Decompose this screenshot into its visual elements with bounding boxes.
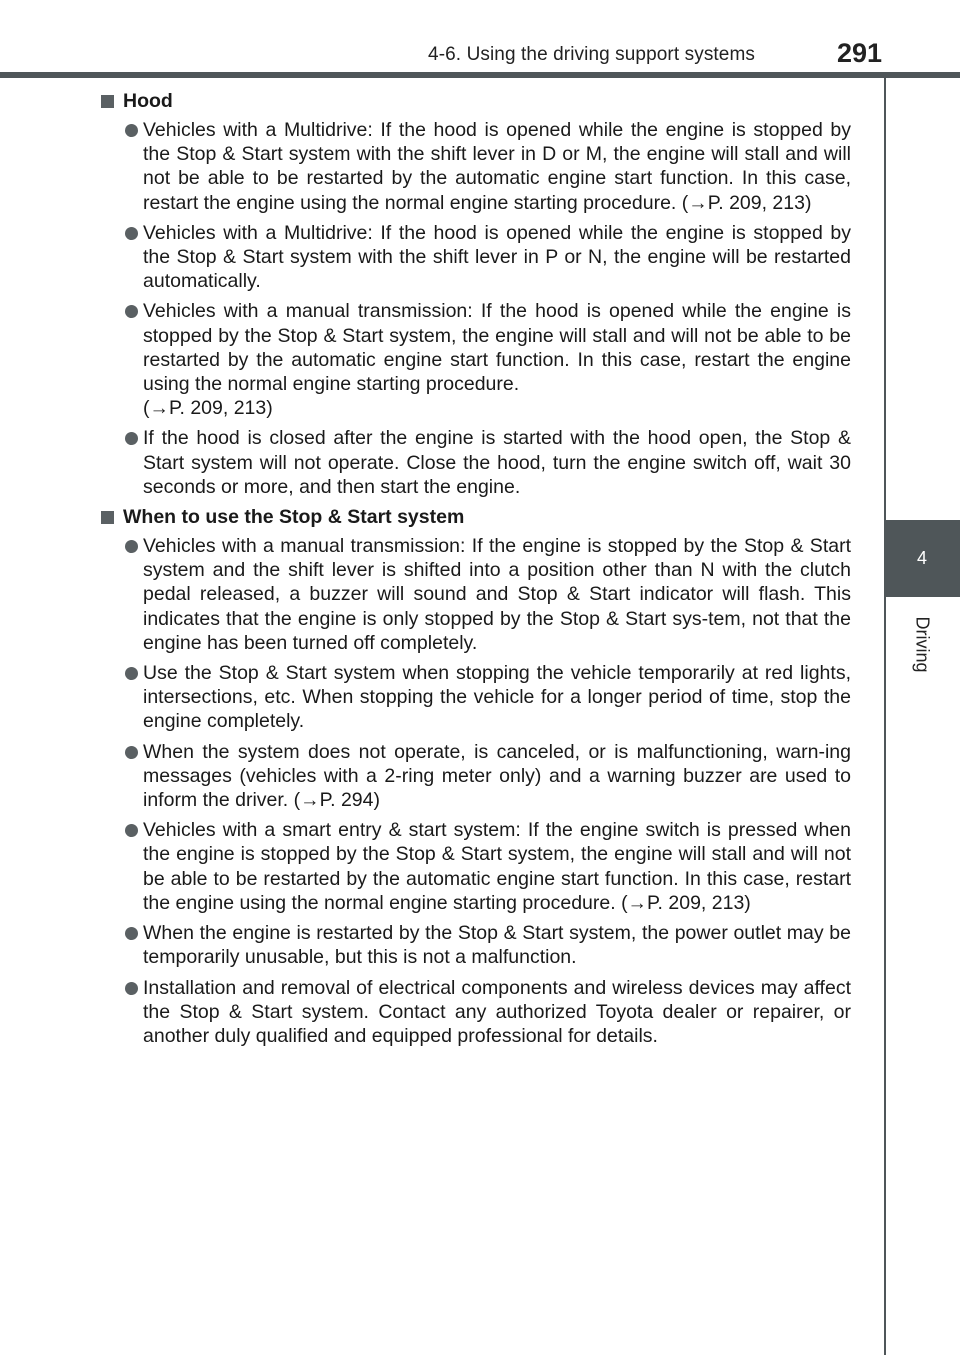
- circle-bullet-icon: [125, 124, 138, 137]
- list-item: [103, 661, 851, 734]
- list-item: [103, 118, 851, 215]
- circle-bullet-icon: [125, 540, 138, 553]
- page-content: [103, 89, 851, 1054]
- circle-bullet-icon: [125, 824, 138, 837]
- header-section-title: 4-6. Using the driving support systems: [428, 44, 755, 65]
- circle-bullet-icon: [125, 227, 138, 240]
- page-header: [0, 0, 960, 78]
- list-item-text: Vehicles with a manual transmission: If the hood is opened while the engine is stopped by the Stop & Start system, the engine will stall and will not be able to be restarted by the automatic engine start function. In this case, restart the engine using the normal engine starting procedure. (→P. 209, 213): [143, 300, 851, 420]
- list-item-text: Vehicles with a smart entry & start system: If the engine switch is pressed when the engine is stopped by the Stop & Start system, the engine will stall and will not be able to be restarted by the automatic engine start function. In this case, restart the engine using the normal engine starting procedure. (→P. 209, 213): [143, 819, 851, 914]
- list-item: [103, 976, 851, 1049]
- list-item: [103, 221, 851, 294]
- circle-bullet-icon: [125, 982, 138, 995]
- list-item-text: When the engine is restarted by the Stop & Start system, the power outlet may be temporarily unusable, but this is not a malfunction.: [143, 922, 851, 969]
- section-hood: [103, 89, 851, 499]
- section-title: [101, 505, 851, 529]
- list-item: [103, 921, 851, 969]
- circle-bullet-icon: [125, 432, 138, 445]
- header-rule: [0, 72, 960, 78]
- list-item-text: If the hood is closed after the engine is started with the hood open, the Stop & Start system will not operate. Close the hood, turn the engine switch off, wait 30 seconds or more, and then start the engine.: [143, 427, 851, 498]
- side-margin-rule: [884, 78, 960, 1355]
- list-item-text: Installation and removal of electrical components and wireless devices may affect the Stop & Start system. Contact any authorized Toyota dealer or repairer, or another duly qualified and equipped professional for details.: [143, 976, 851, 1047]
- list-item: [103, 426, 851, 499]
- circle-bullet-icon: [125, 746, 138, 759]
- square-bullet-icon: [101, 95, 114, 108]
- section-title: [101, 89, 851, 113]
- chapter-number: 4: [916, 548, 927, 568]
- list-item-text: Use the Stop & Start system when stopping the vehicle temporarily at red lights, intersections, etc. When stopping the vehicle for a longer period of time, stop the engine completely.: [143, 662, 851, 733]
- circle-bullet-icon: [125, 927, 138, 940]
- list-item-text: Vehicles with a manual transmission: If the engine is stopped by the Stop & Start system and the shift lever is shifted into a position other than N with the clutch pedal released, a buzzer will sound and Stop & Start indicator will flash. This indicates that the engine is only stopped by the Stop & Start sys-tem, not that the engine has been turned off completely.: [143, 535, 851, 654]
- list-item: [103, 299, 851, 420]
- list-item: [103, 534, 851, 655]
- section-title-text: Hood: [123, 90, 173, 112]
- section-title-text: When to use the Stop & Start system: [123, 506, 465, 529]
- list-item: [103, 818, 851, 915]
- list-item-text: Vehicles with a Multidrive: If the hood is opened while the engine is stopped by the Stop & Start system with the shift lever in P or N, the engine will be restarted automatically.: [143, 221, 851, 293]
- square-bullet-icon: [101, 511, 114, 524]
- chapter-label-container: [900, 604, 944, 684]
- chapter-tab: [884, 520, 960, 597]
- list-item: [103, 740, 851, 813]
- page-number: 291: [836, 38, 882, 68]
- chapter-label: Driving: [912, 615, 933, 673]
- list-item-text: When the system does not operate, is canceled, or is malfunctioning, warn-ing messages (vehicles with a 2-ring meter only) and a warning buzzer are used to inform the driver. (→P. 294): [143, 740, 851, 812]
- circle-bullet-icon: [125, 305, 138, 318]
- circle-bullet-icon: [125, 667, 138, 680]
- section-when-to-use: [103, 505, 851, 1048]
- list-item-text: Vehicles with a Multidrive: If the hood is opened while the engine is stopped by the Stop & Start system with the shift lever in D or M, the engine will stall and will not be able to be restarted by the automatic engine start function. In this case, restart the engine using the normal engine starting procedure. (→P. 209, 213): [143, 119, 851, 214]
